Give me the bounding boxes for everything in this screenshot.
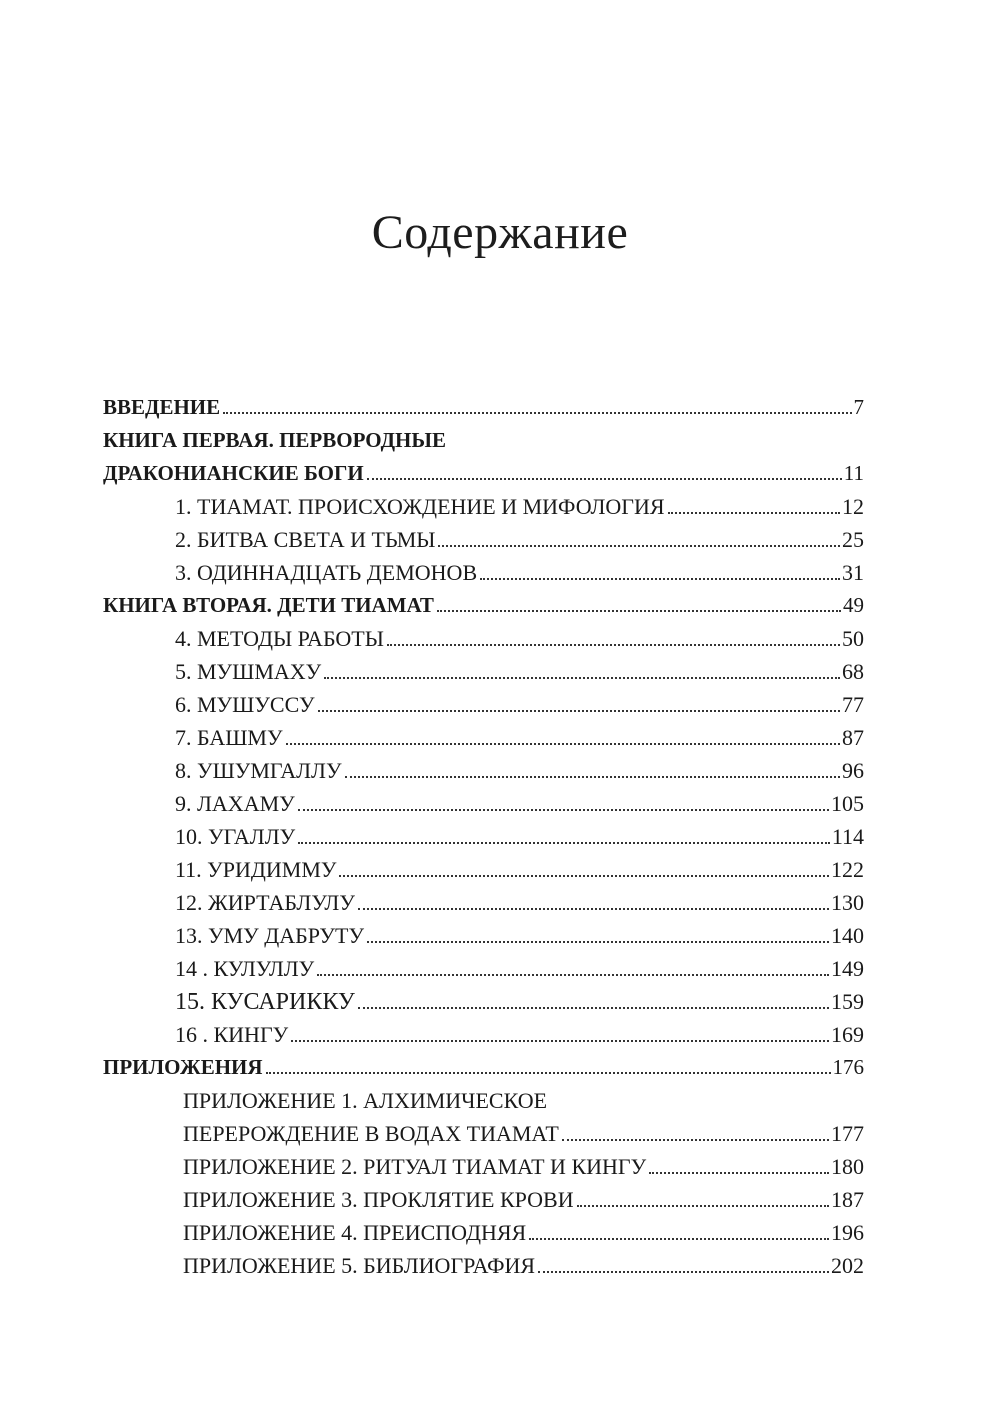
toc-entry xyxy=(103,490,864,523)
dot-leader xyxy=(339,875,829,877)
dot-leader xyxy=(298,842,830,844)
toc-entry xyxy=(103,688,864,721)
toc-entry-label: ПРИЛОЖЕНИЕ 4. ПРЕИСПОДНЯЯ xyxy=(183,1220,527,1245)
toc-entry xyxy=(103,1183,864,1216)
toc-entry xyxy=(103,886,864,919)
toc-entry-label: 3. ОДИННАДЦАТЬ ДЕМОНОВ xyxy=(175,560,478,585)
toc-page-number: 11 xyxy=(843,461,864,485)
table-of-contents xyxy=(103,391,864,1282)
toc-page-number: 159 xyxy=(831,989,864,1014)
toc-entry-label: 1. ТИАМАТ. ПРОИСХОЖДЕНИЕ И МИФОЛОГИЯ xyxy=(175,494,665,519)
toc-page-number: 122 xyxy=(831,857,864,882)
dot-leader xyxy=(437,610,841,612)
dot-leader xyxy=(438,545,840,547)
toc-page-number: 49 xyxy=(843,593,864,617)
toc-entry-label: 8. УШУМГАЛЛУ xyxy=(175,758,342,783)
toc-page-number: 77 xyxy=(842,692,864,717)
toc-entry xyxy=(103,787,864,820)
toc-entry-label: ПРИЛОЖЕНИЕ 5. БИБЛИОГРАФИЯ xyxy=(183,1253,536,1278)
toc-entry xyxy=(103,853,864,886)
toc-entry-label: 5. МУШМАХУ xyxy=(175,659,322,684)
toc-page-number: 130 xyxy=(831,890,864,915)
dot-leader xyxy=(480,578,840,580)
toc-page-number: 50 xyxy=(842,626,864,651)
dot-leader xyxy=(358,908,829,910)
toc-page-number: 140 xyxy=(831,923,864,948)
toc-entry xyxy=(103,985,864,1018)
toc-page-number: 196 xyxy=(831,1220,864,1245)
toc-entry-label: 10. УГАЛЛУ xyxy=(175,824,296,849)
dot-leader xyxy=(538,1271,829,1273)
toc-entry-label: 12. ЖИРТАБЛУЛУ xyxy=(175,890,355,915)
toc-entry xyxy=(103,1018,864,1051)
dot-leader xyxy=(367,478,842,480)
toc-page-number: 169 xyxy=(831,1022,864,1047)
toc-entry-label: 7. БАШМУ xyxy=(175,725,283,750)
toc-entry-label: 11. УРИДИММУ xyxy=(175,857,337,882)
toc-page-number: 176 xyxy=(832,1055,864,1079)
toc-entry-label: 6. МУШУССУ xyxy=(175,692,315,717)
toc-entry-label: 16 . КИНГУ xyxy=(175,1022,289,1047)
dot-leader xyxy=(577,1205,829,1207)
dot-leader xyxy=(318,710,840,712)
toc-section-entry xyxy=(103,457,864,490)
toc-page-number: 187 xyxy=(831,1187,864,1212)
dot-leader xyxy=(324,677,840,679)
toc-entry-label: ВВЕДЕНИЕ xyxy=(103,395,221,419)
toc-section-entry xyxy=(103,589,864,622)
toc-entry-label: КНИГА ВТОРАЯ. ДЕТИ ТИАМАТ xyxy=(103,593,434,617)
toc-entry-label: 15. КУСАРИККУ xyxy=(175,989,355,1015)
toc-entry xyxy=(103,919,864,952)
dot-leader xyxy=(387,644,840,646)
toc-entry-label: ПЕРЕРОЖДЕНИЕ В ВОДАХ ТИАМАТ xyxy=(183,1121,559,1146)
toc-entry xyxy=(103,952,864,985)
toc-page-number: 180 xyxy=(831,1154,864,1179)
toc-entry xyxy=(103,820,864,853)
toc-page-number: 105 xyxy=(831,791,864,816)
toc-section-entry xyxy=(103,424,864,457)
toc-entry xyxy=(103,622,864,655)
toc-entry-label: ДРАКОНИАНСКИЕ БОГИ xyxy=(103,461,364,485)
toc-entry xyxy=(103,1117,864,1150)
toc-entry-label: ПРИЛОЖЕНИЕ 1. АЛХИМИЧЕСКОЕ xyxy=(183,1088,548,1113)
dot-leader xyxy=(358,1007,829,1009)
dot-leader xyxy=(562,1139,829,1141)
toc-entry-label: ПРИЛОЖЕНИЕ 2. РИТУАЛ ТИАМАТ И КИНГУ xyxy=(183,1154,647,1179)
dot-leader xyxy=(291,1040,829,1042)
dot-leader xyxy=(367,941,829,943)
toc-entry-label: КНИГА ПЕРВАЯ. ПЕРВОРОДНЫЕ xyxy=(103,428,446,452)
toc-page-number: 149 xyxy=(831,956,864,981)
toc-section-entry xyxy=(103,391,864,424)
dot-leader xyxy=(668,512,840,514)
toc-page-number: 7 xyxy=(853,395,864,419)
toc-entry-label: ПРИЛОЖЕНИЕ 3. ПРОКЛЯТИЕ КРОВИ xyxy=(183,1187,574,1212)
dot-leader xyxy=(317,974,829,976)
dot-leader xyxy=(345,776,840,778)
toc-entry xyxy=(103,655,864,688)
toc-entry xyxy=(103,1216,864,1249)
page-title: Содержание xyxy=(371,206,629,259)
toc-page-number: 68 xyxy=(842,659,864,684)
toc-entry xyxy=(103,754,864,787)
toc-page-number: 31 xyxy=(842,560,864,585)
toc-page-number: 114 xyxy=(831,824,864,849)
toc-entry xyxy=(103,523,864,556)
toc-entry-label: 9. ЛАХАМУ xyxy=(175,791,295,816)
dot-leader xyxy=(286,743,840,745)
toc-entry xyxy=(103,721,864,754)
toc-entry xyxy=(103,1084,864,1117)
toc-page-number: 12 xyxy=(842,494,864,519)
toc-page-number: 177 xyxy=(831,1121,864,1146)
dot-leader xyxy=(649,1172,829,1174)
toc-entry-label: 4. МЕТОДЫ РАБОТЫ xyxy=(175,626,384,651)
toc-entry-label: 14 . КУЛУЛЛУ xyxy=(175,956,315,981)
dot-leader xyxy=(529,1238,829,1240)
toc-entry xyxy=(103,556,864,589)
dot-leader xyxy=(298,809,829,811)
toc-section-entry xyxy=(103,1051,864,1084)
toc-page-number: 202 xyxy=(831,1253,864,1278)
toc-entry-label: ПРИЛОЖЕНИЯ xyxy=(103,1055,263,1079)
toc-entry xyxy=(103,1150,864,1183)
dot-leader xyxy=(223,412,851,414)
toc-entry-label: 13. УМУ ДАБРУТУ xyxy=(175,923,365,948)
toc-page-number: 87 xyxy=(842,725,864,750)
toc-page-number: 96 xyxy=(842,758,864,783)
toc-page-number: 25 xyxy=(842,527,864,552)
dot-leader xyxy=(266,1072,831,1074)
toc-entry xyxy=(103,1249,864,1282)
toc-entry-label: 2. БИТВА СВЕТА И ТЬМЫ xyxy=(175,527,436,552)
